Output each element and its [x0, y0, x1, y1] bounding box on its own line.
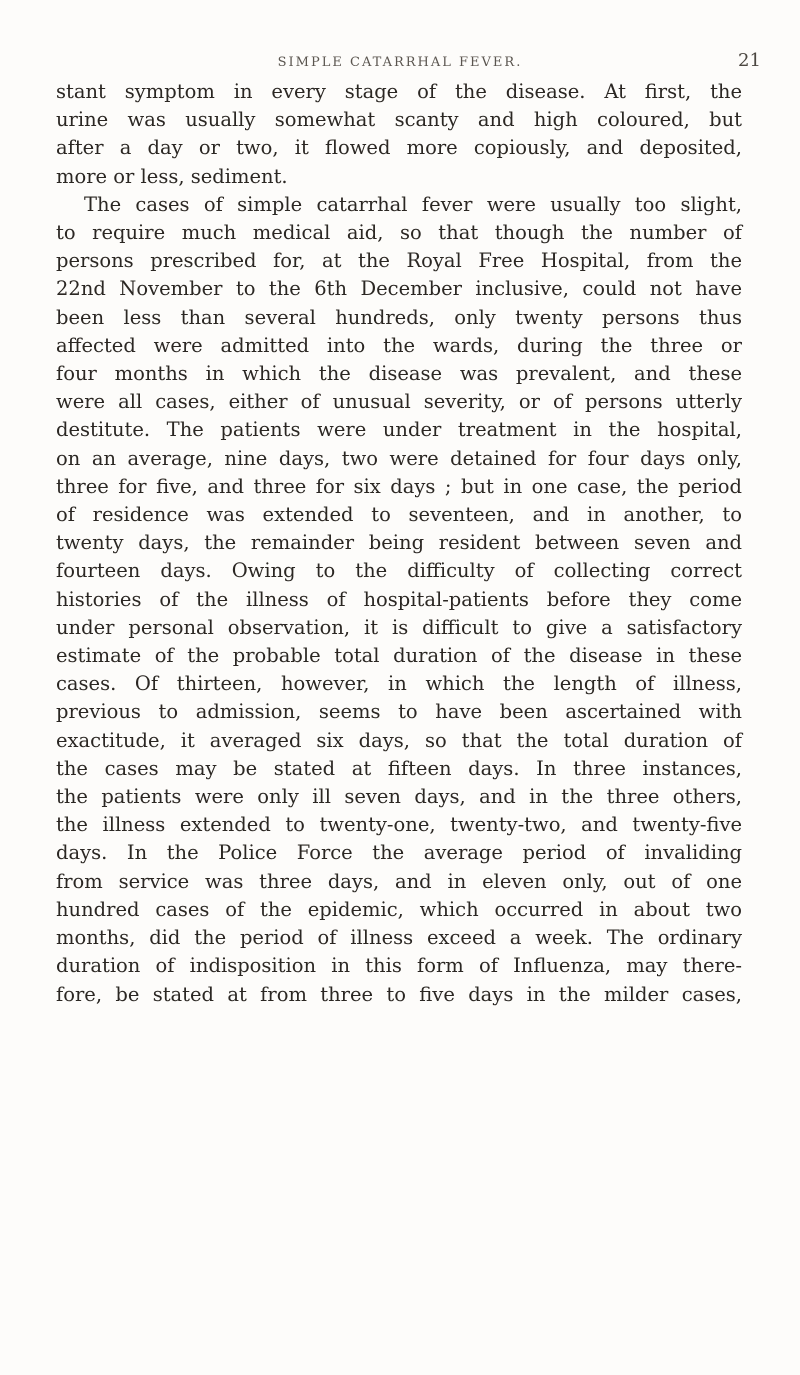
text-line: exactitude, it averaged six days, so that the total duration of	[56, 728, 742, 752]
text-line: persons prescribed for, at the Royal Free Hospital, from the	[56, 249, 742, 273]
running-head-title: SIMPLE CATARRHAL FEVER.	[277, 55, 523, 70]
text-line: to require much medical aid, so that though the number of	[56, 221, 742, 245]
text-line: four months in which the disease was prevalent, and these	[56, 362, 742, 386]
text-line: destitute. The patients were under treatment in the hospital,	[56, 418, 742, 442]
text-line: three for five, and three for six days ; but in one case, the period	[56, 474, 742, 498]
text-line: from service was three days, and in eleven only, out of one	[56, 869, 742, 893]
text-line: months, did the period of illness exceed a week. The ordinary	[56, 926, 742, 950]
text-line: of residence was extended to seventeen, and in another, to	[56, 503, 742, 527]
text-line: the cases may be stated at fifteen days. In three instances,	[56, 756, 742, 780]
text-line: after a day or two, it flowed more copiously, and deposited,	[56, 136, 742, 160]
text-line: previous to admission, seems to have been ascertained with	[56, 700, 742, 724]
text-line: more or less, sediment.	[56, 164, 288, 188]
text-line: estimate of the probable total duration of the disease in these	[56, 644, 742, 668]
text-line: stant symptom in every stage of the disease. At first, the	[56, 80, 742, 103]
text-line: days. In the Police Force the average period of invaliding	[56, 841, 742, 865]
text-line: urine was usually somewhat scanty and high coloured, but	[56, 108, 742, 132]
text-line: on an average, nine days, two were detained for four days only,	[56, 446, 742, 470]
text-line: the patients were only ill seven days, and in the three others,	[56, 785, 742, 809]
text-line: 22nd November to the 6th December inclusive, could not have	[56, 277, 742, 301]
text-line: fore, be stated at from three to five days in the milder cases,	[56, 982, 742, 1006]
text-line: were all cases, either of unusual severity, or of persons utterly	[56, 390, 742, 414]
text-line: affected were admitted into the wards, during the three or	[56, 333, 742, 357]
text-line: The cases of simple catarrhal fever were usually too slight,	[84, 192, 742, 216]
text-line: histories of the illness of hospital-patients before they come	[56, 587, 742, 611]
text-line: duration of indisposition in this form of Influenza, may there-	[56, 954, 742, 978]
text-line: fourteen days. Owing to the difficulty of collecting correct	[56, 559, 742, 583]
page-number: 21	[738, 50, 761, 71]
text-line: cases. Of thirteen, however, in which the length of illness,	[56, 672, 742, 696]
body-paragraphs	[56, 78, 742, 1009]
text-line: under personal observation, it is difficult to give a satisfactory	[56, 615, 742, 639]
text-line: the illness extended to twenty-one, twenty-two, and twenty-five	[56, 813, 742, 837]
text-line: hundred cases of the epidemic, which occurred in about two	[56, 897, 742, 921]
text-line: been less than several hundreds, only twenty persons thus	[56, 305, 742, 329]
text-line: twenty days, the remainder being resident between seven and	[56, 531, 742, 555]
